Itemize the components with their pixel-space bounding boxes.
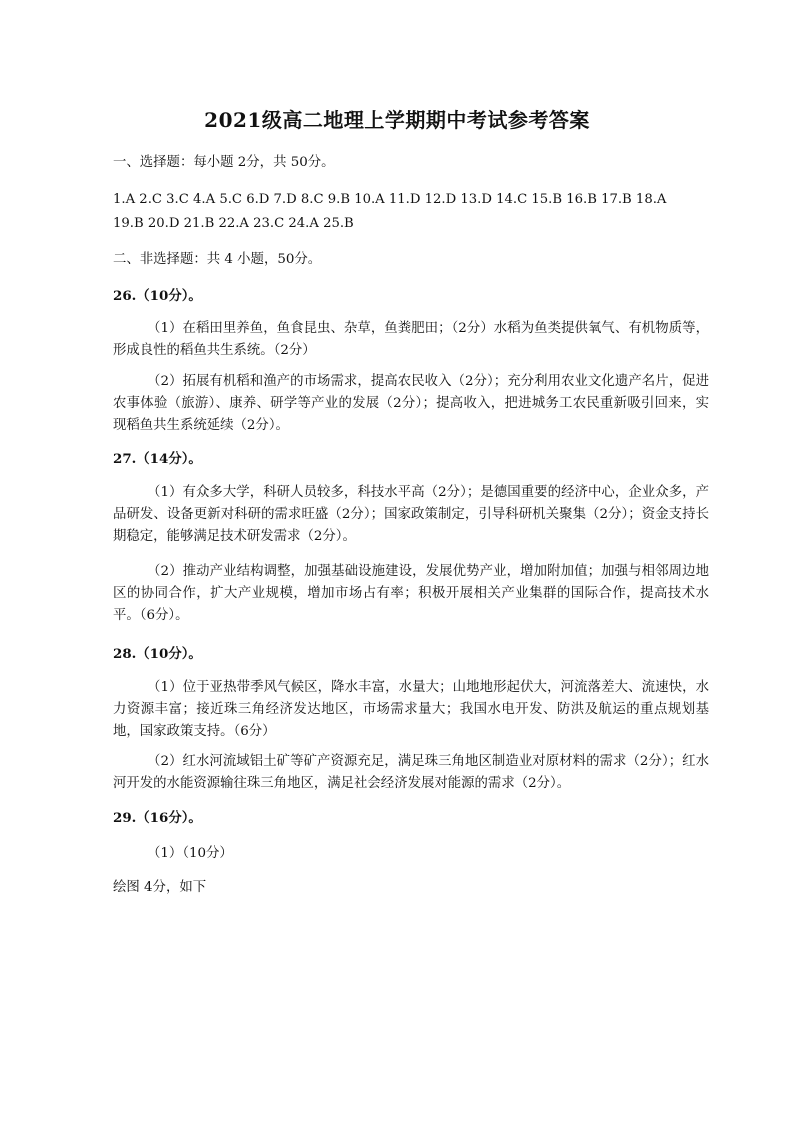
page-title: 2021级高二地理上学期期中考试参考答案 [204, 108, 590, 132]
q27-part2: （2）推动产业结构调整，加强基础设施建设，发展优势产业，增加附加值；加强与相邻周边地区的协同合作，扩大产业规模，增加市场占有率；积极开展相关产业集群的国际合作，提高技术水平。（6分）。 [113, 564, 709, 623]
section1-heading: 一、选择题：每小题 2分，共 50分。 [113, 155, 335, 170]
q26-heading: 26.（10分）。 [113, 288, 202, 304]
q26-part1: （1）在稻田里养鱼，鱼食昆虫、杂草，鱼粪肥田；（2分）水稻为鱼类提供氧气、有机物质等，形成良性的稻鱼共生系统。（2分） [113, 321, 709, 358]
q27-part1: （1）有众多大学，科研人员较多，科技水平高（2分）；是德国重要的经济中心，企业众多，产品研发、设备更新对科研的需求旺盛（2分）；国家政策制定，引导科研机关聚集（2分）；资金支持长期稳定，能够满足技术研发需求（2分）。 [113, 485, 709, 544]
q26-part2: （2）拓展有机稻和渔产的市场需求，提高农民收入（2分）；充分利用农业文化遗产名片，促进农事体验（旅游）、康养、研学等产业的发展（2分）；提高收入，把进城务工农民重新吸引回来，实现稻鱼共生系统延续（2分）。 [113, 374, 709, 433]
q29-part1: （1）（10分） [147, 846, 233, 861]
answers-row-1: 1.A 2.C 3.C 4.A 5.C 6.D 7.D 8.C 9.B 10.A 11.D 12.D 13.D 14.C 15.B 16.B 17.B 18.A [113, 192, 667, 207]
q28-heading: 28.（10分）。 [113, 646, 202, 662]
q28-part2: （2）红水河流域铝土矿等矿产资源充足，满足珠三角地区制造业对原材料的需求（2分）；红水河开发的水能资源输往珠三角地区，满足社会经济发展对能源的需求（2分）。 [113, 754, 709, 791]
q29-heading: 29.（16分）。 [113, 810, 202, 826]
section2-heading: 二、非选择题：共 4 小题，50分。 [113, 252, 322, 267]
q28-part1: （1）位于亚热带季风气候区，降水丰富，水量大；山地地形起伏大，河流落差大、流速快，水力资源丰富；接近珠三角经济发达地区，市场需求量大；我国水电开发、防洪及航运的重点规划基地，国家政策支持。（6分） [113, 680, 709, 739]
q29-drawing-note: 绘图 4分，如下 [113, 880, 207, 895]
q27-heading: 27.（14分）。 [113, 451, 202, 467]
answers-row-2: 19.B 20.D 21.B 22.A 23.C 24.A 25.B [113, 216, 354, 231]
